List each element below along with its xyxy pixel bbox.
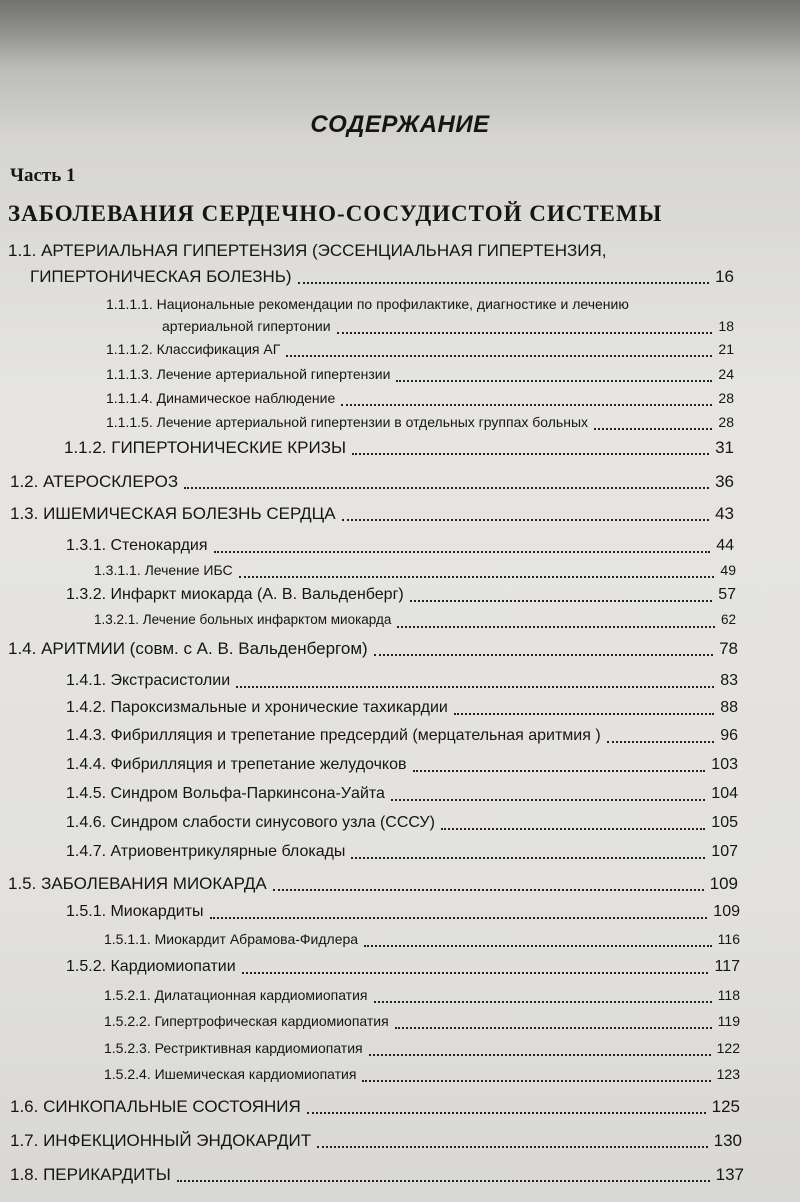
dot-leader (298, 282, 710, 284)
dot-leader (362, 1080, 710, 1082)
toc-entry-title: 1.1.2. ГИПЕРТОНИЧЕСКИЕ КРИЗЫ (64, 438, 347, 457)
toc-entry-title: 1.4.7. Атриовентрикулярные блокады (66, 843, 346, 860)
dot-leader (210, 917, 708, 919)
toc-entry (0, 958, 800, 984)
toc-entry (0, 612, 800, 638)
toc-entry-title: 1.7. ИНФЕКЦИОННЫЙ ЭНДОКАРДИТ (10, 1131, 312, 1150)
toc-entry-title: 1.1.1.2. Классификация АГ (106, 341, 281, 357)
dot-leader (364, 945, 712, 947)
toc-entry-page: 104 (711, 785, 738, 802)
toc-entry-title: 1.3. ИШЕМИЧЕСКАЯ БОЛЕЗНЬ СЕРДЦА (10, 504, 336, 523)
toc-entry (0, 727, 800, 753)
toc-entry-page: 31 (715, 438, 734, 457)
toc-entry (0, 814, 800, 840)
dot-leader (413, 770, 706, 772)
section-heading: ЗАБОЛЕВАНИЯ СЕРДЕЧНО-СОСУДИСТОЙ СИСТЕМЫ (8, 201, 663, 226)
dot-leader (397, 626, 715, 628)
toc-entry-title: 1.2. АТЕРОСКЛЕРОЗ (10, 472, 179, 491)
toc-entry (0, 537, 800, 563)
toc-entry-title: 1.5.2.4. Ишемическая кардиомиопатия (104, 1066, 357, 1082)
toc-entry (0, 639, 800, 665)
dot-leader (184, 487, 709, 489)
toc-entry-page: 109 (713, 903, 740, 920)
toc-entry (0, 472, 800, 498)
toc-entry (0, 1165, 800, 1191)
toc-entry-page: 116 (717, 931, 740, 947)
toc-entry-title: 1.5.2.3. Рестриктивная кардиомиопатия (104, 1040, 363, 1056)
toc-entry-title: 1.5. ЗАБОЛЕВАНИЯ МИОКАРДА (8, 874, 267, 893)
toc-entry-page: 123 (716, 1066, 740, 1082)
dot-leader (242, 972, 709, 974)
toc-entry-title: 1.4.3. Фибрилляция и трепетание предсердий (мерцательная аритмия ) (66, 727, 601, 744)
toc-entry-page: 43 (715, 504, 734, 523)
toc-entry-page: 137 (715, 1165, 744, 1184)
toc-entry (0, 341, 800, 367)
toc-entry-page: 117 (714, 958, 740, 975)
toc-entry-page: 103 (711, 756, 738, 773)
dot-leader (214, 551, 711, 553)
toc-entry (0, 1066, 800, 1092)
toc-entry-page: 16 (715, 267, 734, 286)
dot-leader (391, 799, 705, 801)
toc-entry (0, 1097, 800, 1123)
dot-leader (441, 828, 705, 830)
toc-entry-page: 130 (713, 1131, 742, 1150)
toc-entry-title: 1.5.2. Кардиомиопатии (66, 958, 236, 975)
toc-entry-title: 1.4.5. Синдром Вольфа-Паркинсона-Уайта (66, 785, 385, 802)
dot-leader (395, 1027, 712, 1029)
toc-entry-page: 96 (720, 727, 738, 744)
toc-entry (0, 987, 800, 1013)
part-label: Часть 1 (10, 165, 76, 186)
toc-entry-title: 1.4. АРИТМИИ (совм. с А. В. Вальденбергом) (8, 639, 368, 658)
toc-entry (0, 504, 800, 530)
toc-entry (0, 1131, 800, 1157)
toc-entry (0, 414, 800, 440)
toc-entry-page: 62 (720, 612, 736, 627)
toc-entry (0, 1040, 800, 1066)
toc-entry-title: 1.8. ПЕРИКАРДИТЫ (10, 1165, 171, 1184)
toc-entry-page: 107 (711, 843, 738, 860)
toc-entry-title: 1.1. АРТЕРИАЛЬНАЯ ГИПЕРТЕНЗИЯ (ЭССЕНЦИАЛЬНАЯ ГИПЕРТЕНЗИЯ, (8, 241, 607, 260)
toc-entry (0, 903, 800, 929)
toc-entry (0, 586, 800, 612)
toc-entry-title: 1.6. СИНКОПАЛЬНЫЕ СОСТОЯНИЯ (10, 1097, 301, 1116)
toc-entry (0, 390, 800, 416)
dot-leader (396, 380, 712, 382)
toc-entry-title: 1.5.1.1. Миокардит Абрамова-Фидлера (104, 931, 359, 947)
dot-leader (239, 576, 715, 578)
toc-entry (0, 1013, 800, 1039)
page-edge-shadow (0, 0, 800, 70)
toc-entry-title: 1.1.1.4. Динамическое наблюдение (106, 390, 336, 406)
page-title: СОДЕРЖАНИЕ (310, 111, 490, 138)
toc-entry-page: 44 (716, 537, 734, 554)
toc-entry-title: 1.1.1.3. Лечение артериальной гипертензии (106, 366, 391, 382)
toc-entry (0, 874, 800, 900)
toc-entry-page: 83 (720, 672, 738, 689)
toc-entry-title: 1.3.1.1. Лечение ИБС (94, 562, 233, 578)
toc-entry (0, 699, 800, 725)
toc-entry-title: 1.3.1. Стенокардия (66, 537, 208, 554)
toc-entry-title: артериальной гипертонии (162, 318, 331, 334)
toc-entry (0, 843, 800, 869)
dot-leader (317, 1146, 708, 1148)
toc-entry (0, 366, 800, 392)
toc-entry-page: 24 (718, 366, 734, 382)
dot-leader (374, 654, 713, 656)
toc-entry-page: 122 (716, 1040, 740, 1056)
dot-leader (454, 713, 714, 715)
toc-entry-title: 1.5.2.2. Гипертрофическая кардиомиопатия (104, 1013, 389, 1029)
toc-entry-title: ГИПЕРТОНИЧЕСКАЯ БОЛЕЗНЬ) (30, 267, 292, 286)
dot-leader (177, 1180, 710, 1182)
toc-entry-page: 109 (709, 874, 738, 893)
toc-entry (0, 672, 800, 698)
dot-leader (286, 355, 712, 357)
toc-entry-title: 1.1.1.1. Национальные рекомендации по профилактике, диагностике и лечению (106, 296, 629, 312)
toc-entry (0, 438, 800, 464)
toc-entry-page: 119 (717, 1013, 740, 1029)
toc-entry-page: 125 (711, 1097, 740, 1116)
toc-entry-title: 1.5.2.1. Дилатационная кардиомиопатия (104, 987, 368, 1003)
toc-entry (0, 931, 800, 957)
toc-entry (0, 562, 800, 588)
dot-leader (369, 1054, 711, 1056)
dot-leader (307, 1112, 706, 1114)
toc-entry-title: 1.4.1. Экстрасистолии (66, 672, 231, 689)
toc-entry-page: 28 (718, 390, 734, 406)
toc-entry-page: 88 (720, 699, 738, 716)
toc-entry-page: 28 (718, 414, 734, 430)
dot-leader (342, 519, 710, 521)
toc-entry-title: 1.4.2. Пароксизмальные и хронические тахикардии (66, 699, 448, 716)
toc-entry-title: 1.4.4. Фибрилляция и трепетание желудочков (66, 756, 407, 773)
toc-entry-page: 105 (711, 814, 738, 831)
dot-leader (273, 889, 704, 891)
toc-entry (0, 267, 800, 293)
toc-entry-page: 49 (720, 562, 736, 578)
toc-entry (0, 756, 800, 782)
dot-leader (341, 404, 712, 406)
dot-leader (337, 332, 713, 334)
toc-entry (0, 241, 800, 267)
dot-leader (352, 453, 709, 455)
toc-entry-title: 1.1.1.5. Лечение артериальной гипертензии в отдельных группах больных (106, 414, 589, 430)
dot-leader (374, 1001, 712, 1003)
toc-entry-title: 1.4.6. Синдром слабости синусового узла (СССУ) (66, 814, 435, 831)
toc-entry-title: 1.5.1. Миокардиты (66, 903, 204, 920)
toc-entry-page: 18 (718, 318, 734, 334)
dot-leader (351, 857, 705, 859)
toc-entry-page: 21 (718, 341, 734, 357)
toc-entry-page: 118 (717, 987, 740, 1003)
toc-entry-title: 1.3.2.1. Лечение больных инфарктом миокарда (94, 612, 392, 627)
toc-entry-page: 57 (718, 586, 736, 603)
dot-leader (410, 600, 712, 602)
toc-entry-page: 36 (715, 472, 734, 491)
toc-entry-page: 78 (719, 639, 738, 658)
toc-entry-title: 1.3.2. Инфаркт миокарда (А. В. Вальденберг) (66, 586, 404, 603)
toc-entry (0, 785, 800, 811)
dot-leader (236, 686, 714, 688)
